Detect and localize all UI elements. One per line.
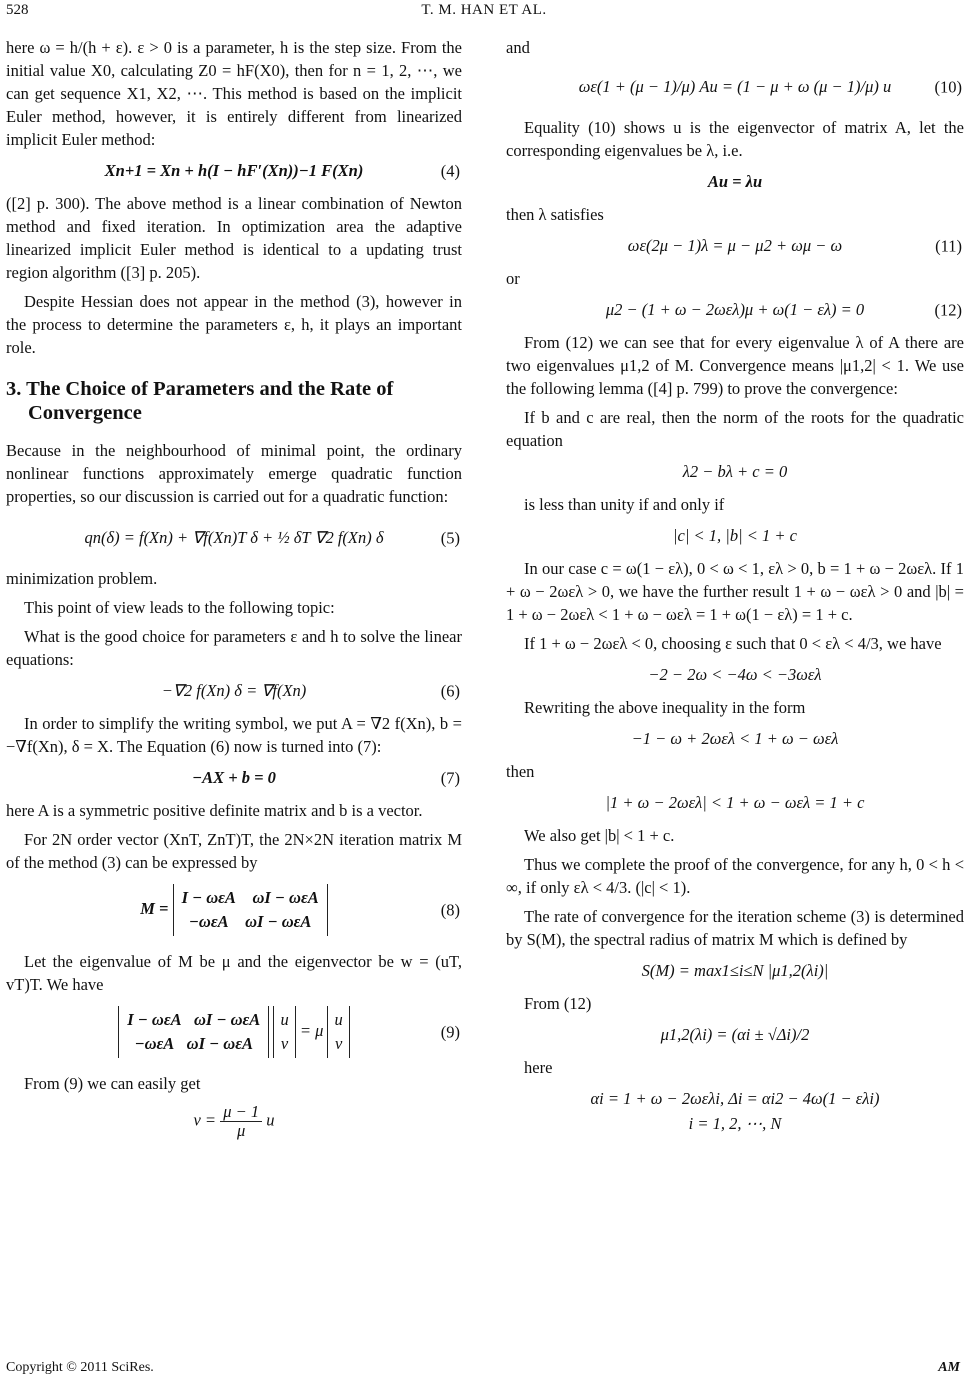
fraction	[220, 1103, 262, 1140]
equation-inequality-2	[506, 727, 964, 750]
equation-body: Au = λu	[707, 172, 763, 191]
equation-quadratic	[506, 460, 964, 483]
equation-12	[506, 298, 964, 321]
paragraph: This point of view leads to the following topic:	[24, 598, 335, 617]
equation-body	[193, 1103, 274, 1140]
equation-body: μ1,2(λi) = (αi ± √Δi)/2	[660, 1025, 810, 1044]
paragraph: Because in the neighbourhood of minimal point, the ordinary nonlinear functions approximately emerge quadratic function properties, so our discussion is carried out for a quadratic function:	[6, 441, 462, 506]
paragraph: Let the eigenvalue of M be μ and the eigenvector be w = (uT, vT)T. We have	[6, 952, 462, 994]
left-column	[6, 36, 462, 1150]
vector	[273, 1006, 295, 1058]
equation-body: Xn+1 = Xn + h(I − hF′(Xn))−1 F(Xn)	[104, 161, 364, 180]
paragraph: and	[506, 38, 530, 57]
equation-7	[6, 766, 462, 789]
equation-rhs: u	[266, 1110, 275, 1130]
paragraph: From (9) we can easily get	[24, 1074, 201, 1093]
equation-11	[506, 234, 964, 257]
matrix	[118, 1006, 269, 1058]
equation-inequality-1	[506, 663, 964, 686]
journal-abbrev: AM	[938, 1360, 960, 1375]
equation-body: |1 + ω − 2ωελ| < 1 + ω − ωελ = 1 + c	[605, 793, 865, 812]
matrix-cell: ωI − ωεA	[194, 1010, 261, 1029]
equation-body	[140, 884, 328, 936]
equation-number: (8)	[440, 900, 460, 920]
vector-cell: v	[334, 1034, 343, 1053]
equation-body: i = 1, 2, ⋯, N	[688, 1114, 782, 1133]
matrix-cell: −ωεA	[188, 912, 229, 931]
denominator: μ	[237, 1121, 246, 1140]
matrix-cell: ωI − ωεA	[252, 888, 319, 907]
paragraph: is less than unity if and only if	[524, 495, 725, 514]
equation-body: ωε(2μ − 1)λ = μ − μ2 + ωμ − ω	[627, 236, 843, 255]
equation-mu	[506, 1023, 964, 1046]
equation-number: (4)	[440, 161, 460, 180]
equation-body: ωε(1 + (μ − 1)/μ) Au = (1 − μ + ω (μ − 1)/μ) u	[578, 77, 892, 96]
equation-au	[506, 170, 964, 193]
equation-body: λ2 − bλ + c = 0	[682, 462, 788, 481]
equation-10	[506, 75, 964, 98]
matrix-cell: I − ωεA	[181, 888, 236, 907]
equals-mu: = μ	[299, 1020, 324, 1040]
equation-8	[6, 884, 462, 936]
matrix-cell: ωI − ωεA	[245, 912, 312, 931]
copyright: Copyright © 2011 SciRes.	[6, 1360, 154, 1375]
equation-alpha-delta	[506, 1087, 964, 1110]
equation-5	[6, 526, 462, 549]
matrix-cell: I − ωεA	[127, 1010, 182, 1029]
matrix-label: M =	[140, 898, 169, 918]
equation-body	[118, 1006, 349, 1058]
numerator: μ − 1	[220, 1103, 262, 1122]
paragraph: here ω = h/(h + ε). ε > 0 is a parameter, h is the step size. From the initial value X0, calculating Z0 = hF(X0), then for n = 1, 2, ⋯, we can get sequence X1, X2, ⋯. This method is based on the implicit Euler method, however, it is entirely different from linearized implicit Euler method:	[6, 38, 462, 149]
equation-condition	[506, 524, 964, 547]
paragraph: If b and c are real, then the norm of the roots for the quadratic equation	[506, 408, 964, 450]
equation-body: qn(δ) = f(Xn) + ∇f(Xn)T δ + ½ δT ∇2 f(Xn) δ	[84, 528, 384, 547]
paragraph: The rate of convergence for the iteration scheme (3) is determined by S(M), the spectral radius of matrix M which is defined by	[506, 907, 964, 949]
paragraph: In order to simplify the writing symbol, we put A = ∇2 f(Xn), b = −∇f(Xn), δ = X. The Equation (6) now is turned into (7):	[6, 714, 462, 756]
equation-number: (11)	[935, 236, 962, 255]
right-column	[506, 36, 964, 1145]
equation-index	[506, 1112, 964, 1135]
paragraph: We also get |b| < 1 + c.	[524, 826, 675, 845]
vector	[327, 1006, 349, 1058]
equation-number: (7)	[440, 768, 460, 787]
running-head: T. M. HAN ET AL.	[421, 2, 547, 18]
equation-body: S(M) = max1≤i≤N |μ1,2(λi)|	[641, 961, 829, 980]
matrix-cell: ωI − ωεA	[186, 1034, 253, 1053]
paragraph: here A is a symmetric positive definite matrix and b is a vector.	[6, 801, 423, 820]
paragraph: In our case c = ω(1 − ελ), 0 < ω < 1, ελ > 0, b = 1 + ω − 2ωελ. If 1 + ω − 2ωελ > 0, we have the further result 1 + ω − ωελ > 0 and |b| = 1 + ω − 2ωελ < 1 + ω − ωελ = 1 + ω(1 − ελ) = 1 + c.	[506, 559, 964, 624]
equation-number: (5)	[440, 528, 460, 547]
paragraph: What is the good choice for parameters ε and h to solve the linear equations:	[6, 627, 462, 669]
paragraph: then λ satisfies	[506, 205, 604, 224]
equation-number: (10)	[934, 77, 962, 96]
paragraph: Equality (10) shows u is the eigenvector of matrix A, let the corresponding eigenvalues be λ, i.e.	[506, 118, 964, 160]
equation-number: (12)	[934, 300, 962, 319]
paragraph: here	[524, 1058, 553, 1077]
vector-cell: u	[280, 1010, 289, 1029]
section-heading	[6, 377, 462, 425]
paragraph: Despite Hessian does not appear in the method (3), however in the process to determine the parameters ε, h, it plays an important role.	[6, 292, 462, 357]
equation-number: (9)	[440, 1022, 460, 1042]
equation-body: −1 − ω + 2ωελ < 1 + ω − ωελ	[631, 729, 839, 748]
equation-body: −∇2 f(Xn) δ = ∇f(Xn)	[161, 681, 307, 700]
section-title-cont: Convergence	[28, 402, 142, 424]
equation-spectral-radius	[506, 959, 964, 982]
paragraph: For 2N order vector (XnT, ZnT)T, the 2N×2N iteration matrix M of the method (3) can be expressed by	[6, 830, 462, 872]
equation-body: −AX + b = 0	[192, 768, 276, 787]
paragraph: Thus we complete the proof of the convergence, for any h, 0 < h < ∞, if only ελ < 4/3. (|c| < 1).	[506, 855, 964, 897]
equation-body: μ2 − (1 + ω − 2ωελ)μ + ω(1 − ελ) = 0	[605, 300, 865, 319]
paragraph: ([2] p. 300). The above method is a linear combination of Newton method and fixed iteration. In optimization area the adaptive linearized implicit Euler method is identical to a updating trust region algorithm ([3] p. 205).	[6, 194, 462, 282]
vector-cell: u	[334, 1010, 343, 1029]
equation-6	[6, 679, 462, 702]
paragraph: or	[506, 269, 520, 288]
paragraph: From (12)	[524, 994, 592, 1013]
page-number: 528	[6, 2, 29, 18]
paragraph: minimization problem.	[6, 569, 158, 588]
vector-cell: v	[280, 1034, 289, 1053]
paragraph: then	[506, 762, 535, 781]
equation-lhs: v =	[193, 1110, 217, 1130]
matrix-cell: −ωεA	[134, 1034, 175, 1053]
paragraph: Rewriting the above inequality in the form	[524, 698, 806, 717]
equation-number: (6)	[440, 681, 460, 700]
paragraph: If 1 + ω − 2ωελ < 0, choosing ε such that 0 < ελ < 4/3, we have	[524, 634, 942, 653]
section-title: 3. The Choice of Parameters and the Rate of	[6, 378, 394, 400]
equation-inequality-3	[506, 791, 964, 814]
equation-v	[6, 1103, 462, 1140]
equation-body: αi = 1 + ω − 2ωελi, Δi = αi2 − 4ω(1 − ελi)	[590, 1089, 880, 1108]
equation-9	[6, 1006, 462, 1058]
equation-body: |c| < 1, |b| < 1 + c	[673, 526, 797, 545]
equation-4	[6, 159, 462, 182]
page-footer	[6, 1360, 964, 1376]
equation-body: −2 − 2ω < −4ω < −3ωελ	[648, 665, 822, 684]
paragraph: From (12) we can see that for every eigenvalue λ of A there are two eigenvalues μ1,2 of M. Convergence means |μ1,2| < 1. We use the following lemma ([4] p. 799) to prove the convergence:	[506, 333, 964, 398]
page-header	[0, 0, 968, 34]
matrix	[173, 884, 328, 936]
